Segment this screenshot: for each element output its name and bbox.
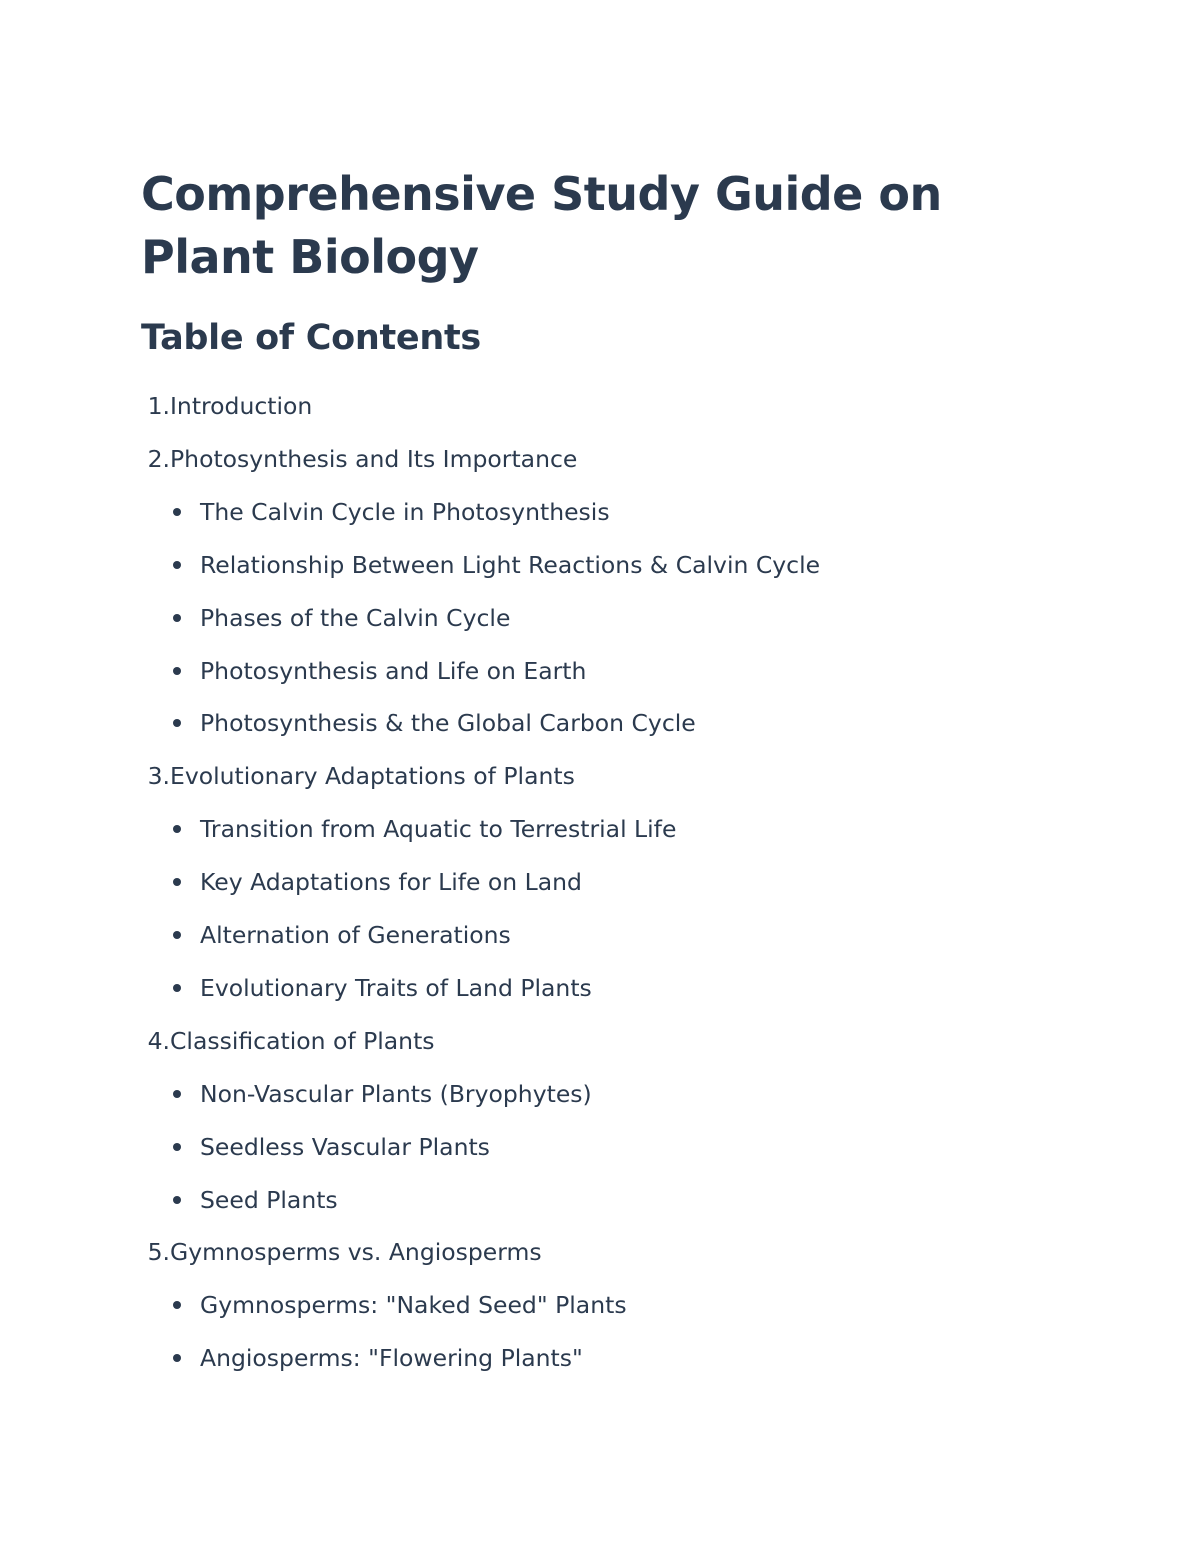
toc-subsection[interactable] (200, 1182, 338, 1218)
bullet-icon (173, 1354, 181, 1362)
bullet-icon (173, 1301, 181, 1309)
toc-subsection[interactable] (200, 547, 820, 583)
toc-subsection-label: Angiosperms: "Flowering Plants" (200, 1344, 583, 1373)
page-title: Comprehensive Study Guide on Plant Biology (141, 167, 942, 284)
toc-subsection-label: Gymnosperms: "Naked Seed" Plants (200, 1291, 627, 1320)
toc-subsection[interactable] (200, 1287, 627, 1323)
toc-section-number: 3. (147, 762, 170, 791)
toc-subsection-label: Seed Plants (200, 1185, 338, 1214)
bullet-icon (173, 984, 181, 992)
toc-subsection-label: Alternation of Generations (200, 921, 511, 949)
toc-section-number: 5. (147, 1238, 170, 1267)
toc-subsection-label: Transition from Aquatic to Terrestrial Life (200, 815, 677, 844)
toc-subsection-label: Photosynthesis and Life on Earth (200, 656, 587, 685)
toc-subsection[interactable] (200, 600, 510, 636)
toc-section-number: 1. (147, 392, 170, 420)
bullet-icon (173, 667, 181, 675)
bullet-icon (173, 561, 181, 569)
toc-subsection-label: Key Adaptations for Life on Land (200, 868, 582, 897)
toc-subsection-label: Photosynthesis & the Global Carbon Cycle (200, 709, 696, 738)
toc-heading: Table of Contents (141, 318, 481, 358)
toc-section[interactable] (147, 1023, 435, 1059)
toc-subsection[interactable] (200, 1129, 490, 1165)
toc-section-label: Gymnosperms vs. Angiosperms (170, 1238, 542, 1267)
bullet-icon (173, 1090, 181, 1098)
toc-subsection[interactable] (200, 864, 582, 900)
toc-subsection[interactable] (200, 1340, 583, 1376)
toc-subsection-label: Seedless Vascular Plants (200, 1132, 490, 1161)
toc-section[interactable] (147, 441, 578, 477)
toc-subsection[interactable] (200, 970, 592, 1006)
toc-section-number: 2. (147, 444, 170, 473)
bullet-icon (173, 1143, 181, 1151)
bullet-icon (173, 825, 181, 833)
bullet-icon (173, 508, 181, 516)
toc-subsection-label: The Calvin Cycle in Photosynthesis (200, 497, 610, 526)
toc-subsection[interactable] (200, 705, 696, 741)
toc-section-label: Photosynthesis and Its Importance (170, 444, 578, 473)
toc-subsection-label: Phases of the Calvin Cycle (200, 603, 511, 632)
toc-section-label: Introduction (170, 392, 313, 420)
bullet-icon (173, 931, 181, 939)
toc-subsection-label: Evolutionary Traits of Land Plants (200, 973, 592, 1002)
toc-subsection-label: Relationship Between Light Reactions & Calvin Cycle (200, 550, 821, 579)
toc-subsection[interactable] (200, 1076, 592, 1112)
toc-subsection[interactable] (200, 494, 610, 530)
toc-subsection[interactable] (200, 811, 676, 847)
toc-subsection[interactable] (200, 653, 586, 689)
toc-section[interactable] (147, 1234, 542, 1270)
toc-section[interactable] (147, 758, 575, 794)
toc-section-label: Evolutionary Adaptations of Plants (170, 762, 575, 791)
toc-section-number: 4. (147, 1026, 170, 1055)
toc-section-label: Classification of Plants (170, 1026, 435, 1055)
bullet-icon (173, 878, 181, 886)
toc-subsection[interactable] (200, 917, 511, 953)
bullet-icon (173, 719, 181, 727)
toc-subsection-label: Non-Vascular Plants (Bryophytes) (200, 1079, 592, 1108)
bullet-icon (173, 1196, 181, 1204)
toc-section[interactable] (147, 388, 313, 424)
bullet-icon (173, 614, 181, 622)
